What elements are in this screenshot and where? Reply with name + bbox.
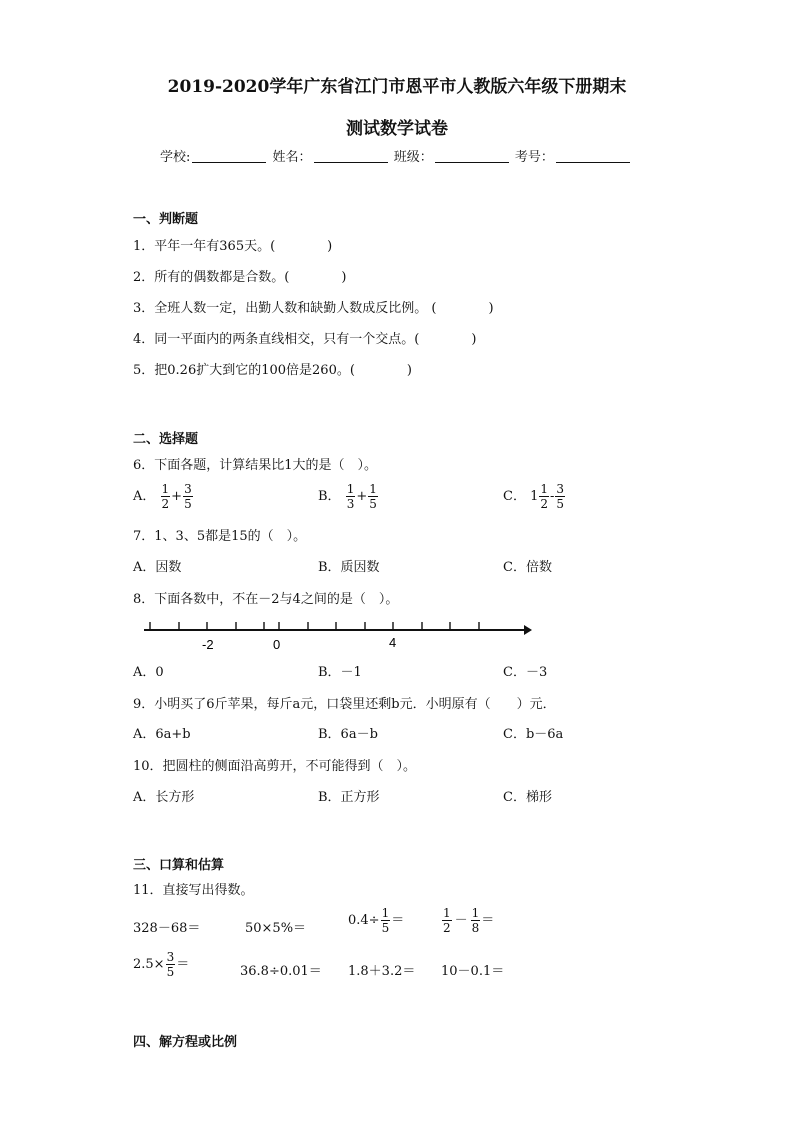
- expression-2: 50×5%＝: [245, 921, 307, 936]
- expression-7: 1.8＋3.2＝: [348, 964, 416, 979]
- school-blank[interactable]: [192, 150, 266, 163]
- section-judge-heading: 一、判断题: [133, 212, 199, 227]
- fraction: [381, 906, 391, 935]
- q7-option-c[interactable]: C．倍数: [503, 560, 552, 575]
- fraction: [539, 482, 549, 511]
- fraction: [442, 906, 452, 935]
- numerator: 1: [443, 906, 451, 920]
- close-paren: ): [406, 363, 412, 378]
- q10-option-b[interactable]: B．正方形: [318, 790, 380, 805]
- operator: +: [356, 489, 368, 504]
- expr-text: ＝: [391, 913, 405, 928]
- expression-6: 36.8÷0.01＝: [240, 964, 322, 979]
- expr-text: 2.5×: [133, 957, 165, 972]
- name-blank[interactable]: [314, 150, 388, 163]
- fraction: [555, 482, 565, 511]
- denominator: 3: [346, 497, 355, 511]
- judge-question-2: [133, 266, 346, 285]
- fraction: [471, 906, 481, 935]
- number-label: 考号：: [514, 150, 554, 165]
- exam-title-line1: 2019-2020学年广东省江门市恩平市人教版六年级下册期末: [167, 77, 627, 97]
- judge-text: 5．把0.26扩大到它的100倍是260。(: [133, 363, 355, 378]
- expr-text: ＝: [481, 913, 495, 928]
- option-label: A．: [133, 489, 156, 504]
- numerator: 1: [471, 906, 480, 920]
- fraction: [346, 482, 356, 511]
- denominator: 5: [369, 497, 377, 511]
- judge-question-3: [133, 297, 494, 316]
- denominator: 5: [166, 965, 175, 979]
- operator: －: [454, 913, 468, 928]
- q7-option-a[interactable]: A．因数: [133, 560, 182, 575]
- expression-5: [133, 950, 189, 979]
- numerator: 3: [184, 482, 192, 496]
- school-label: 学校:: [160, 150, 191, 165]
- name-label: 姓名：: [272, 150, 312, 165]
- section-mental-heading: 三、口算和估算: [133, 858, 225, 873]
- q7-option-b[interactable]: B．质因数: [318, 560, 380, 575]
- q8-option-a[interactable]: A．0: [133, 665, 164, 680]
- numerator: 3: [166, 950, 175, 964]
- question-6-stem: 6．下面各题，计算结果比1大的是（ ）。: [133, 458, 378, 473]
- exam-title-line2: 测试数学试卷: [346, 119, 448, 139]
- number-line-arrow: [524, 625, 532, 635]
- expression-8: 10－0.1＝: [441, 964, 505, 979]
- question-11-stem: 11．直接写出得数。: [133, 883, 254, 898]
- student-info-line: [160, 146, 632, 165]
- fraction: [166, 950, 176, 979]
- denominator: 5: [556, 497, 565, 511]
- q10-option-c[interactable]: C．梯形: [503, 790, 552, 805]
- numerator: 3: [556, 482, 565, 496]
- option-label: C．: [503, 489, 526, 504]
- number-blank[interactable]: [556, 150, 630, 163]
- denominator: 2: [161, 497, 170, 511]
- q8-option-b[interactable]: B．－1: [318, 665, 362, 680]
- question-8-stem: 8．下面各数中，不在－2与4之间的是（ ）。: [133, 592, 399, 607]
- judge-text: 1．平年一年有365天。(: [133, 239, 276, 254]
- denominator: 5: [184, 497, 192, 511]
- q9-option-c[interactable]: C．b－6a: [503, 727, 564, 742]
- number-line-ticks: [150, 622, 479, 630]
- judge-text: 3．全班人数一定，出勤人数和缺勤人数成反比例。 (: [133, 301, 437, 316]
- close-paren: ): [327, 239, 333, 254]
- numerator: 1: [381, 906, 390, 920]
- q6-option-c[interactable]: [503, 482, 566, 511]
- judge-question-4: [133, 328, 476, 347]
- class-label: 班级：: [393, 150, 433, 165]
- q9-option-b[interactable]: B．6a－b: [318, 727, 378, 742]
- denominator: 2: [540, 497, 549, 511]
- q6-option-b[interactable]: [318, 482, 379, 511]
- denominator: 2: [443, 921, 451, 935]
- question-7-stem: 7．1、3、5都是15的（ ）。: [133, 529, 307, 544]
- expr-text: 0.4÷: [348, 913, 380, 928]
- fraction: [161, 482, 171, 511]
- label-neg2: -2: [202, 637, 214, 652]
- label-four: 4: [389, 635, 397, 650]
- section-equation-heading: 四、解方程或比例: [133, 1035, 238, 1050]
- numerator: 1: [161, 482, 170, 496]
- numerator: 1: [540, 482, 549, 496]
- close-paren: ): [341, 270, 347, 285]
- fraction: [368, 482, 378, 511]
- operator: -: [550, 489, 555, 504]
- expression-3: [348, 906, 404, 935]
- whole-number: 1: [530, 489, 539, 504]
- judge-question-1: [133, 235, 332, 254]
- q6-option-a[interactable]: [133, 482, 194, 511]
- fraction: [183, 482, 193, 511]
- question-10-stem: 10．把圆柱的侧面沿高剪开，不可能得到（ ）。: [133, 759, 417, 774]
- expression-4: [441, 906, 494, 935]
- judge-text: 4．同一平面内的两条直线相交，只有一个交点。(: [133, 332, 420, 347]
- label-zero: 0: [273, 637, 281, 652]
- numerator: 1: [369, 482, 377, 496]
- q9-option-a[interactable]: A．6a+b: [133, 727, 191, 742]
- close-paren: ): [488, 301, 494, 316]
- question-9-stem: 9．小明买了6斤苹果，每斤a元，口袋里还剩b元．小明原有（ ）元．: [133, 697, 556, 712]
- denominator: 5: [381, 921, 390, 935]
- close-paren: ): [471, 332, 477, 347]
- expr-text: ＝: [176, 957, 190, 972]
- judge-text: 2．所有的偶数都是合数。(: [133, 270, 290, 285]
- section-choice-heading: 二、选择题: [133, 432, 199, 447]
- q10-option-a[interactable]: A．长方形: [133, 790, 195, 805]
- judge-question-5: [133, 359, 412, 378]
- operator: +: [171, 489, 183, 504]
- number-line: [140, 616, 540, 656]
- option-label: B．: [318, 489, 341, 504]
- q8-option-c[interactable]: C．－3: [503, 665, 548, 680]
- numerator: 1: [346, 482, 355, 496]
- expression-1: 328－68＝: [133, 921, 201, 936]
- class-blank[interactable]: [435, 150, 509, 163]
- denominator: 8: [471, 921, 480, 935]
